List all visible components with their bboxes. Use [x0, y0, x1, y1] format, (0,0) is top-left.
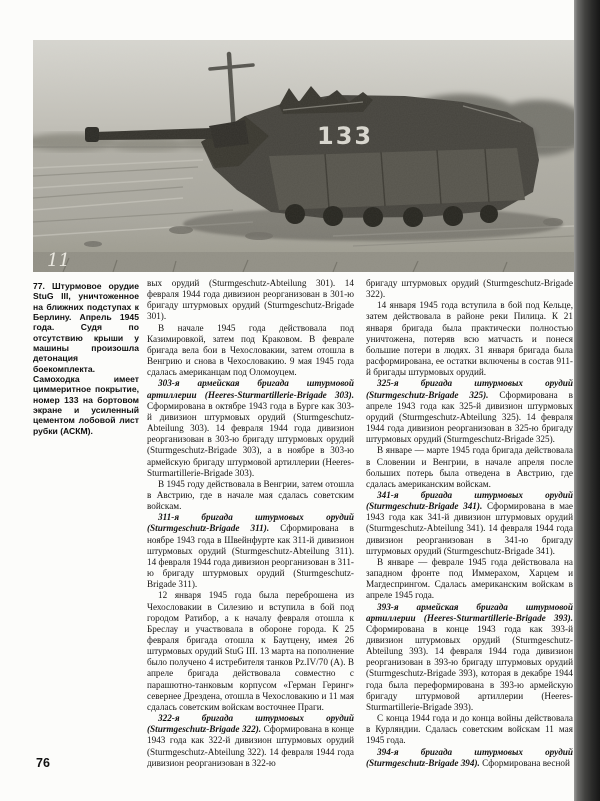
paragraph-text: Сформирована в мае 1943 года как 341-й дивизион штурмовых орудий (Sturmgeschutz-Abteilung 341). 14 февраля 1944 года дивизион реорганизован в 341-ю бригаду штурмовых орудий (Sturmgeschutz-Brigade 341).: [366, 501, 573, 556]
brigade-heading: 341-я бригада штурмовых орудий (Sturmgeschutz-Brigade 341).: [366, 489, 573, 512]
paragraph-text: В январе — марте 1945 года бригада действовала в Словении и Венгрии, в начале апреля после больших потерь была отведена в Австрию, где сдалась американским войскам.: [366, 445, 573, 489]
paragraph-text: вых орудий (Sturmgeschutz-Abteilung 301). 14 февраля 1944 года дивизион реорганизован в 301-ю бригаду штурмовых орудий (Sturmgeschutz-Brigade 301).: [147, 278, 354, 322]
film-grain-overlay: [33, 40, 574, 272]
page-number: 76: [36, 756, 50, 770]
brigade-heading: 393-я армейская бригада штурмовой артиллерии (Heeres-Sturmartillerie-Brigade 393).: [366, 601, 573, 623]
paragraph: [147, 278, 354, 323]
paragraph: [147, 590, 354, 713]
brigade-heading: 303-я армейская бригада штурмовой артиллерии (Heeres-Sturmartillerie-Brigade 303).: [147, 378, 354, 400]
paragraph-text: Сформирована весной: [479, 757, 570, 768]
paragraph: [366, 300, 573, 378]
paragraph: [147, 378, 354, 478]
paragraph: [366, 490, 573, 557]
paragraph-text: 12 января 1945 года была переброшена из Чехословакии в Силезию и вступила в бой под городом Ратибор, а к началу февраля отошла к Бреслау и участвовала в обороне города. К 25 февраля бригада отошла к Баутцену, имея 26 штурмовых орудий StuG III. 13 марта на пополнение было получено 4 истребителя танков Pz.IV/70 (А). В апреле бригада действовала совместно с парашютно-танковым корпусом «Герман Геринг» севернее Дрездена, отошла в Чехословакию и 11 мая сдалась советским войскам восточнее Праги.: [147, 590, 354, 712]
paragraph-text: В январе — феврале 1945 года действовала на западном фронте под Иммерахом, Харцем и Магдеспрингом. Сдалась американским войскам в апреле 1945 года.: [366, 556, 573, 601]
paragraph-text: В 1945 году действовала в Венгрии, затем отошла в Австрию, где в начале мая сдалась советским войскам.: [147, 478, 354, 512]
brigade-heading: 322-я бригада штурмовых орудий (Sturmgeschutz-Brigade 322).: [147, 713, 354, 735]
paragraph: [366, 557, 573, 602]
paragraph-text: бригаду штурмовых орудий (Sturmgeschutz-Brigade 322).: [366, 278, 573, 300]
photo-caption: 77. Штурмовое орудие StuG III, уничтоженное на ближних подступах к Берлину. Апрель 1945 года. Судя по отсутствию крыши у машины произошла детонация боекомплекта. Самоходка имеет циммеритное покрытие, номер 133 на бортовом экране и усиленный цементом лобовой лист рубки (АСКМ).: [33, 281, 139, 436]
paragraph: [366, 445, 573, 490]
book-edge-strip: [574, 0, 600, 801]
paragraph-text: 14 января 1945 года вступила в бой под Кельце, затем действовала в районе реки Пилица. К 21 января бригада была практически полностью уничтожена, потеряв всю матчасть и понеся большие потери в людях. 31 января бригада была расформирована, ее остатки включены в состав 911-й бригады штурмовых орудий.: [366, 300, 573, 378]
paragraph-text: Сформирована в апреле 1943 года как 325-й дивизион штурмовых орудий (Sturmgeschutz-Abteilung 325). 14 февраля 1944 года дивизион реорганизован в 325-ю бригаду штурмовых орудий (Sturmgeschutz-Brigade 325).: [366, 389, 573, 445]
paragraph: [147, 323, 354, 379]
brigade-heading: 311-я бригада штурмовых орудий (Sturmgeschutz-Brigade 311).: [147, 512, 354, 534]
text-column-middle: [147, 278, 354, 770]
paragraph: [147, 479, 354, 512]
paragraph: [366, 378, 573, 445]
stug-photo-figure: [33, 40, 574, 272]
paragraph: [366, 747, 573, 769]
paragraph-text: В начале 1945 года действовала под Казимировкой, затем под Краковом. В феврале бригада вела бои в Чехословакии, затем отошла в Венгрию и снова в Чехословакию. 9 мая 1945 года сдалась американцам под Оломоуцем.: [147, 322, 354, 378]
paragraph: [147, 512, 354, 590]
paragraph: [366, 713, 573, 746]
paragraph-text: С конца 1944 года и до конца войны действовала в Курляндии. Сдалась советским войскам 11 мая 1945 года.: [366, 713, 573, 746]
paragraph: [147, 713, 354, 769]
paragraph-text: Сформирована в ноябре 1943 года в Швейнфурте как 311-й дивизион штурмовых орудий (Sturmgeschutz-Abteilung 311). 14 февраля 1944 года дивизион реорганизован в 311-ю бригаду штурмовых орудий (Sturmgeschutz-Brigade 311).: [147, 523, 354, 590]
paragraph-text: Сформирована в октябре 1943 года в Бурге как 303-й дивизион штурмовых орудий (Sturmgeschutz-Abteilung 303). 14 февраля 1944 года дивизион реорганизован в 303-ю бригаду штурмовых орудий (Sturmgeschutz-Brigade 303), а в ноябре в 303-ю армейскую бригаду штурмовой артиллерии (Heeres-Sturmartillerie-Brigade 303).: [147, 400, 354, 478]
text-column-right: [366, 278, 573, 770]
paragraph: [366, 278, 573, 300]
brigade-heading: 325-я бригада штурмовых орудий (Sturmgeschutz-Brigade 325).: [366, 378, 573, 400]
paragraph-text: Сформирована в конце 1943 года как 393-й дивизион штурмовых орудий (Sturmgeschutz-Abteilung 393). 14 февраля 1944 года дивизион реорганизован в 393-ю бригаду штурмовых орудий (Sturmgeschutz-Brigade 393), которая в декабре 1944 года была переформирована в 393-ю армейскую бригаду штурмовой артиллерии (Heeres-Sturmartillerie-Brigade 393).: [366, 623, 573, 712]
paragraph: [366, 602, 573, 714]
brigade-heading: 394-я бригада штурмовых орудий (Sturmgeschutz-Brigade 394).: [366, 746, 573, 768]
paragraph-text: Сформирована в конце 1943 года как 322-й дивизион штурмовых орудий (Sturmgeschutz-Abteilung 322). 14 февраля 1944 года дивизион реорганизован в 322-ю: [147, 724, 354, 768]
stug-photo-art: [33, 40, 574, 272]
